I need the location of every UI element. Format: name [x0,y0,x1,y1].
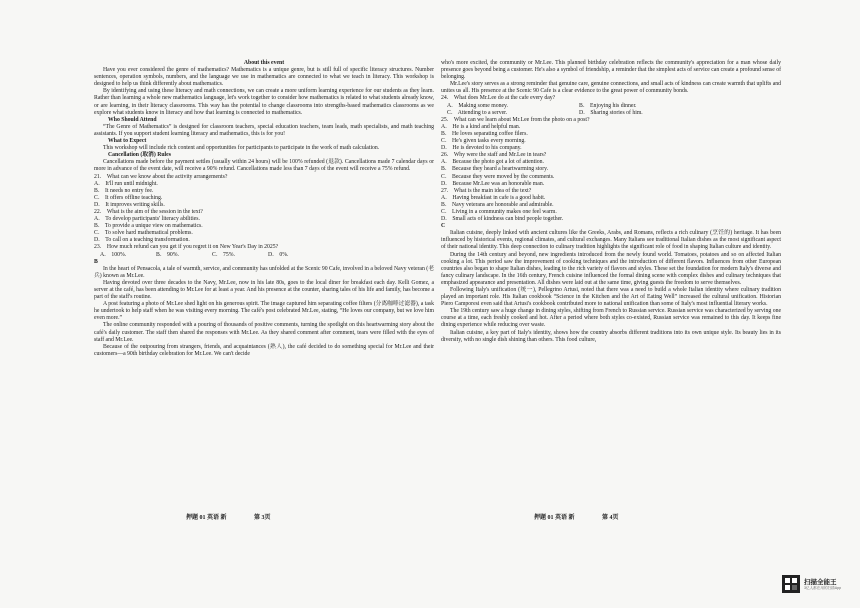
section-b-heading: B [94,258,98,265]
c-paragraph-3: Following Italy's unification (统一), Pellegrino Artusi, noted that there was a need to build a whole Italian identity where culinary tradition played an important role. His Italian cookbook “Science in the Kitchen and the Art of Eating Well” increased the cultural unification. Historian Piero Camporesi even said that Artusi's cookbook contributed more to national unification than some of Italy's most influential literary works. [441,287,781,308]
c-paragraph-4: The 19th century saw a huge change in dining styles, shifting from French to Russian service. Russian service was characterized by serving one course at a time, each freshly cooked and hot. After a period where both styles co-existed, Russian service was remained to this day. It keeps fine dining experience while reducing over waste. [441,308,781,329]
scanner-app-badge [782,573,854,595]
c-paragraph-5: Italian cuisine, a key part of Italy's identity, shows how the country absorbs different traditions into its own unique style. Its beauty lies in its diversity, with no single dish shining than others. This food culture, [441,329,781,343]
q27-option-b: B． Navy veterans are honorable and admirable. [441,201,554,208]
section-c-heading: C [441,223,446,230]
cancel-paragraph: Cancellations made before the payment settles (usually within 24 hours) will be 100% refunded (退款). Cancellations made 7 calendar days or more in advance of the event date, will receive a 90% refund. Cancellations made less than 7 days of the event will receive a 75% refund. [94,159,434,173]
badge-subtitle: 3亿人都在用的扫描App [804,586,842,590]
expect-paragraph: This workshop will include rich content and opportunities for participants to participate in the work of math calculation. [103,145,380,152]
left-footer-label: 押题 01 英语 新 [186,515,227,521]
right-footer-page: 第 4页 [602,515,619,521]
about-title: About this event [243,60,285,66]
q26-option-c: C． Because they were moved by the comments. [441,173,555,180]
q27-option-a: A． Having breakfast in cafe is a good habit. [441,194,546,201]
q25-option-c: C． He's given tasks every morning. [441,138,526,145]
q27-option-d: D． Small acts of kindness can bind people together. [441,216,564,223]
question-23: 23． How much refund can you get if you regret it on New Year's Day in 2025? [94,244,279,251]
question-24: 24． What does Mr.Lee do at the cafe every day? [441,95,556,102]
b-paragraph-5: Because of the outpouring from strangers, friends, and acquaintances (熟人), the café decided to do something special for Mr.Lee and their customers—a 90th birthday celebration for Mr.Lee. We can't decide [94,343,434,357]
q25-option-a: A． He is a kind and helpful man. [441,123,521,130]
q25-option-d: D． He is devoted to his company. [441,145,522,152]
q21-option-d: D． It improves writing skills. [94,201,165,208]
q25-option-b: B． He loves separating coffee filers. [441,130,528,137]
about-paragraph-1: Have you ever considered the genre of mathematics? Mathematics is a unique genre, but is still full of specific literacy structures. Number sentences, operation symbols, numbers, and the language we use in mathematics are connected to what we teach in literacy. This workshop is designed to help us think differently about mathematics. [94,67,434,88]
q22-option-c: C． To solve hard mathematical problems. [94,230,193,237]
c-paragraph-1: Italian cuisine, deeply linked with ancient cultures like the Greeks, Arabs, and Romans, reflects a rich culinary (烹饪的) heritage. It has been influenced by historical events, regional climates, and cultural exchanges. Many Italians see traditional Italian dishes as the most significant aspect of their national identity. This deep connection to culinary tradition highlights the significant role of food in shaping Italian culture and identity. [441,230,781,251]
question-22: 22． What is the aim of the session in the text? [94,208,203,215]
who-paragraph: “The Genre of Mathematics” is designed for classroom teachers, special education teachers, team leads, math specialists, and math teaching assistants. If you support student learning literacy and mathematics, this is for you! [94,123,434,137]
b-paragraph-4: The online community responded with a pouring of thousands of positive comments, turning the spotlight on this heartwarming story about the café's daily customer. The staff then shared the responses with Mr.Lee. As they shared comment after comment, tears were filled with the eyes of staff and Mr.Lee. [94,322,434,343]
q26-option-d: D． Because Mr.Lee was an honorable man. [441,180,545,187]
b-paragraph-3: A post featuring a photo of Mr.Lee shed light on his generous spirit. The image captured him separating coffee filters (分离咖啡过滤器), a task he undertook to help staff when he was visiting every morning. The café's post celebrated Mr.Lee, stating, “He loves our company, but we love him even more.” [94,301,434,322]
q23-option-b: B． 90%. [156,251,179,258]
q24-option-c: C． Attending to a server. [447,109,508,116]
badge-title: 扫描全能王 [804,579,837,586]
q26-option-b: B． Because they heard a heartwarming story. [441,166,549,173]
q22-option-a: A． To develop participants' literacy abilities. [94,216,200,223]
question-27: 27． What is the main idea of the text? [441,187,532,194]
b-paragraph-1: In the heart of Pensacola, a tale of warmth, service, and community has unfolded at the Scenic 90 Cafe, involved in a beloved Navy veteran (老兵) known as Mr.Lee. [94,265,434,279]
cancel-title: Cancellation (取消) Rules [108,152,171,159]
q21-option-b: B． It needs no entry fee. [94,187,154,194]
right-footer-label: 押题 01 英语 新 [534,515,575,521]
q24-option-d: D． Sharing stories of him. [579,109,643,116]
about-paragraph-2: By identifying and using these literacy and math connections, we can create a more uniform learning experience for our students as they learn. Rather than learning a whole new mathematics language, let's work together to consider how mathematics is related to what students already know, or are learning, in their literacy classrooms. This way has the potential to change classrooms into strengths-based mathematics classrooms as we explore what students know in literacy and how that learning is connected to mathematics. [94,88,434,116]
q22-option-b: B． To provide a unique view on mathematics. [94,223,203,230]
right-page-footer [534,512,645,521]
b-continued-2: Mr.Lee's story serves as a strong reminder that genuine care, genuine connections, and small acts of kindness can create warmth that uplifts and unites us all. His presence at the Scenic 90 Cafe is a clear evidence to the great power of community bonds. [441,81,781,95]
q24-options-row-2 [447,110,781,117]
q23-option-a: A． 100%. [100,251,127,258]
q23-option-d: D． 0%. [268,251,289,258]
question-26: 26． Why were the staff and Mr.Lee in tears? [441,152,547,159]
q21-option-c: C． It offers offline teaching. [94,194,163,201]
expect-title: What to Expect [108,138,147,145]
q26-option-a: A． Because the photo got a lot of attention. [441,159,544,166]
q24-options-row-1 [447,103,781,110]
left-page-footer [186,512,297,521]
q22-option-d: D． To call on a teaching transformation. [94,237,190,244]
qr-code-icon [782,575,800,593]
b-paragraph-2: Having devoted over three decades to the Navy, Mr.Lee, now in his late 80s, goes to the local diner for breakfast each day. Kelli Gomez, a server at the café, has been attending to Mr.Lee for at least a year. And his presence at the counter, sharing tales of his life and family, has become a part of the staff's routine. [94,279,434,301]
q24-option-b: B． Enjoying his dinner. [579,102,637,109]
q24-option-a: A． Making some money. [447,102,508,109]
b-continued-1: who's more excited, the community or Mr.Lee. This planned birthday celebration reflects the community's appreciation for a man whose daily presence goes beyond being a customer. He's also a symbol of friendship, a reminder that the simplest acts of service can create a profound sense of belonging. [441,60,782,81]
q23-options [100,252,434,259]
right-page-column [441,60,781,344]
q27-option-c: C． Living in a community makes one feel warm. [441,208,557,215]
who-title: Who Should Attend [108,116,157,123]
q21-option-a: A． It'll run until midnight. [94,180,158,187]
q23-option-c: C． 75%. [212,251,235,258]
question-25: 25． What can we learn about Mr.Lee from the photo on a post? [441,116,590,123]
left-page-column [94,60,434,358]
c-paragraph-2: During the 14th century and beyond, new ingredients introduced from the newly found world. Tomatoes, potatoes and so on affected Italian cooking a lot. This period saw the improvement of cooking techniques and the introduction of different flavors. Influences from other European countries also began to shape Italian dishes, leading to the rich variety of flavors and styles. These set the foundation for modern Italy's diverse and fancy culinary landscape. In the 16th century, French cuisine influenced the formal dining scene with complex dishes and culinary techniques that emphasized appearance and presentation. All dishes were laid out at the same time, giving guests the freedom to serve themselves. [441,251,781,286]
question-21: 21． What can we know about the activity arrangements? [94,173,228,180]
left-footer-page: 第 3页 [254,515,271,521]
